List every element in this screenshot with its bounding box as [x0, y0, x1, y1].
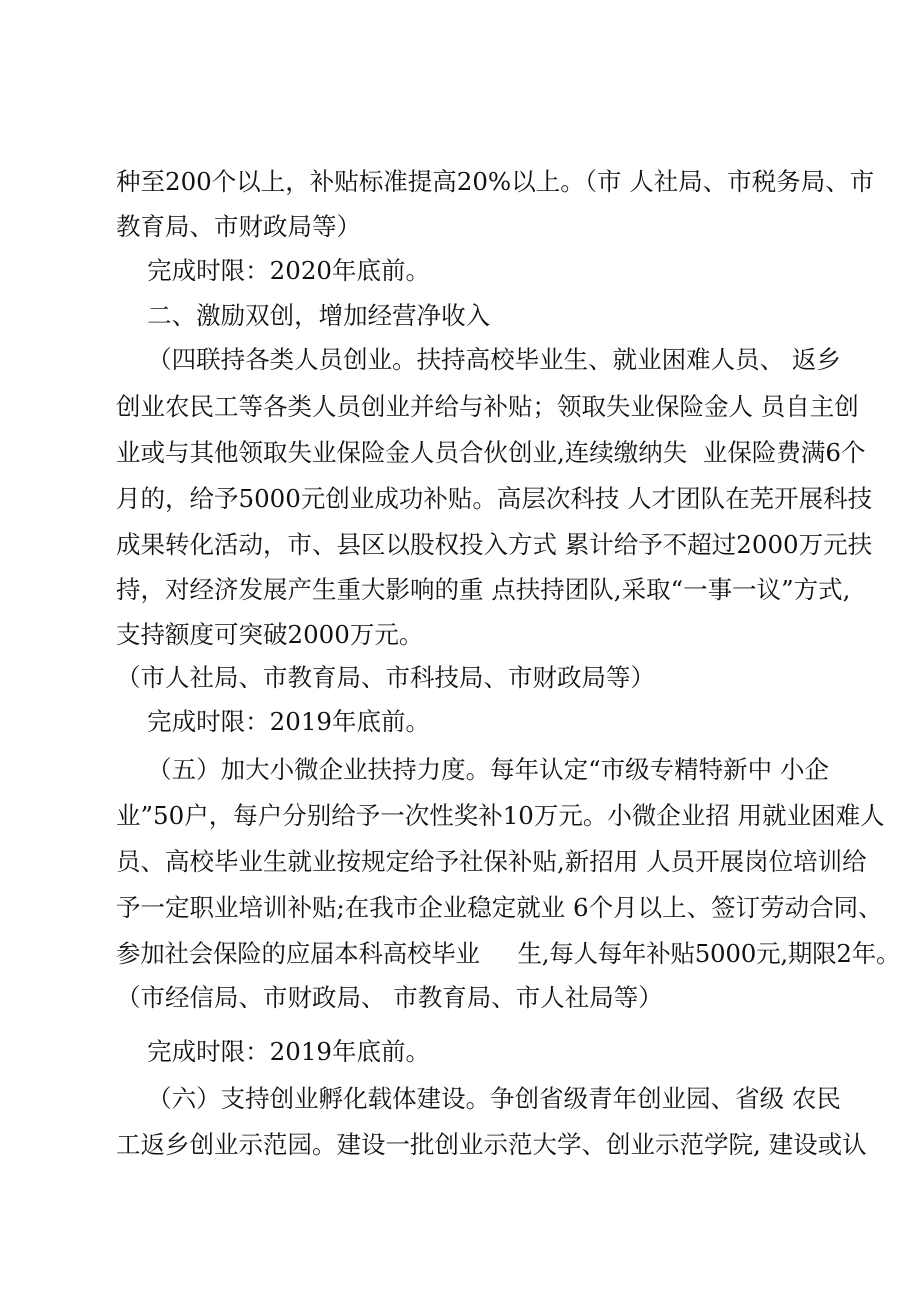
text-line: 教育局、市财政局等）	[116, 212, 361, 241]
text-line: （四联持各类人员创业。扶持高校毕业生、就业困难人员、 返乡	[116, 345, 841, 374]
text-line: 工返乡创业示范园。建设一批创业示范大学、创业示范学院, 建设或认	[116, 1130, 867, 1159]
text-line: （市人社局、市教育局、市科技局、市财政局等）	[116, 663, 655, 692]
text-line: 业或与其他领取失业保险金人员合伙创业,连续缴纳失 业保险费满6个	[116, 438, 866, 467]
text-line: 参加社会保险的应届本科高校毕业 生,每人每年补贴5000元,期限2年。	[116, 939, 901, 968]
text-line: 员、高校毕业生就业按规定给予社保补贴,新招用 人员开展岗位培训给	[116, 847, 867, 876]
text-line: 完成时限：2020年底前。	[116, 256, 431, 285]
text-line: 月的，给予5000元创业成功补贴。高层次科技 人才团队在芜开展科技	[116, 484, 873, 513]
text-line: 完成时限：2019年底前。	[116, 707, 431, 736]
section-heading: 二、激励双创，增加经营净收入	[116, 301, 491, 330]
text-line: （六）支持创业孵化载体建设。争创省级青年创业园、省级 农民	[116, 1084, 841, 1113]
text-line: 创业农民工等各类人员创业并给与补贴；领取失业保险金人 员自主创	[116, 392, 859, 421]
text-line: 完成时限：2019年底前。	[116, 1037, 431, 1066]
text-line: （市经信局、市财政局、 市教育局、市人社局等）	[116, 983, 663, 1012]
text-line: 业”50户，每户分别给予一次性奖补10万元。小微企业招 用就业困难人	[116, 801, 885, 830]
text-line: 予一定职业培训补贴;在我市企业稳定就业 6个月以上、签订劳动合同、	[116, 893, 883, 922]
text-line: 成果转化活动，市、县区以股权投入方式 累计给予不超过2000万元扶	[116, 530, 873, 559]
text-line: 种至200个以上，补贴标准提高20%以上。（市 人社局、市税务局、市	[116, 167, 875, 196]
text-line: 支持额度可突破2000万元。	[116, 620, 424, 649]
text-line: 持，对经济发展产生重大影响的重 点扶持团队,采取“一事一议”方式,	[116, 575, 851, 604]
text-line: （五）加大小微企业扶持力度。每年认定“市级专精特新中 小企	[116, 755, 829, 784]
